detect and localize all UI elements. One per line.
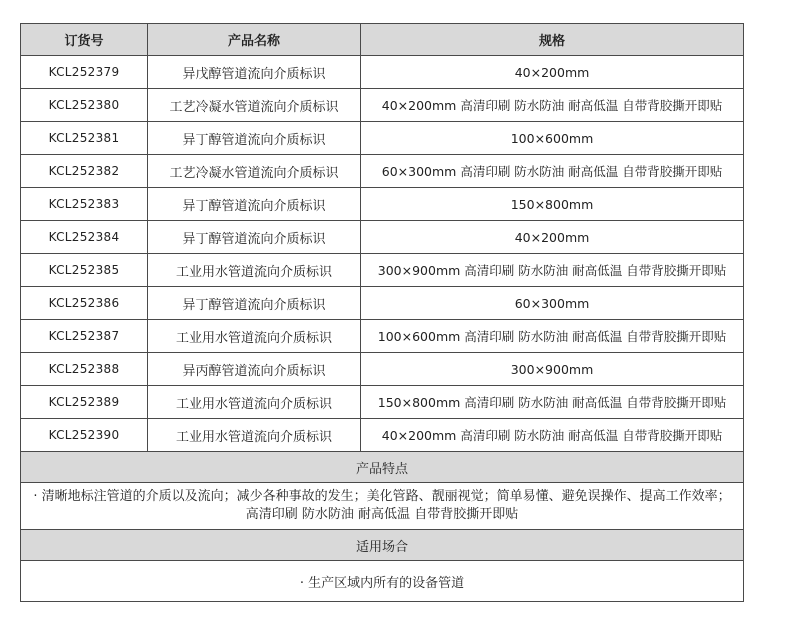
order-code-cell: KCL252389 [21,386,148,419]
product-name-cell: 工业用水管道流向介质标识 [148,254,361,287]
spec-cell: 100×600mm 高清印刷 防水防油 耐高低温 自带背胶撕开即贴 [361,320,744,353]
order-code-cell: KCL252379 [21,56,148,89]
spec-cell: 300×900mm 高清印刷 防水防油 耐高低温 自带背胶撕开即贴 [361,254,744,287]
product-name-cell: 工艺冷凝水管道流向介质标识 [148,155,361,188]
product-name-cell: 工业用水管道流向介质标识 [148,419,361,452]
spec-cell: 100×600mm [361,122,744,155]
table-row [21,155,744,188]
order-code-cell: KCL252381 [21,122,148,155]
order-code-cell: KCL252390 [21,419,148,452]
order-code-cell: KCL252382 [21,155,148,188]
spec-cell: 150×800mm [361,188,744,221]
table-row [21,320,744,353]
spec-cell: 40×200mm 高清印刷 防水防油 耐高低温 自带背胶撕开即贴 [361,89,744,122]
spec-cell: 150×800mm 高清印刷 防水防油 耐高低温 自带背胶撕开即贴 [361,386,744,419]
product-name-cell: 工业用水管道流向介质标识 [148,386,361,419]
product-name-cell: 异丁醇管道流向介质标识 [148,221,361,254]
order-code-cell: KCL252388 [21,353,148,386]
table-row [21,254,744,287]
header-product-name: 产品名称 [148,24,361,56]
usage-title: 适用场合 [21,530,744,561]
table-row [21,89,744,122]
table-row [21,122,744,155]
product-name-cell: 异戊醇管道流向介质标识 [148,56,361,89]
table-row [21,188,744,221]
product-name-cell: 异丁醇管道流向介质标识 [148,287,361,320]
features-header-row [21,452,744,483]
product-spec-table [20,23,744,602]
table-row [21,56,744,89]
product-rows [21,56,744,452]
spec-cell: 60×300mm [361,287,744,320]
order-code-cell: KCL252383 [21,188,148,221]
spec-cell: 40×200mm [361,221,744,254]
order-code-cell: KCL252387 [21,320,148,353]
order-code-cell: KCL252386 [21,287,148,320]
table-row [21,386,744,419]
features-text: · 清晰地标注管道的介质以及流向；减少各种事故的发生；美化管路、靓丽视觉；简单易懂、避免误操作、提高工作效率；高清印刷 防水防油 耐高低温 自带背胶撕开即贴 [21,483,744,530]
header-spec: 规格 [361,24,744,56]
spec-cell: 300×900mm [361,353,744,386]
features-row [21,483,744,530]
product-name-cell: 异丁醇管道流向介质标识 [148,188,361,221]
spec-cell: 60×300mm 高清印刷 防水防油 耐高低温 自带背胶撕开即贴 [361,155,744,188]
features-title: 产品特点 [21,452,744,483]
usage-text: · 生产区域内所有的设备管道 [21,561,744,602]
usage-row [21,561,744,602]
table-row [21,221,744,254]
spec-cell: 40×200mm [361,56,744,89]
product-name-cell: 工业用水管道流向介质标识 [148,320,361,353]
table-row [21,353,744,386]
header-row [21,24,744,56]
header-order-code: 订货号 [21,24,148,56]
order-code-cell: KCL252384 [21,221,148,254]
order-code-cell: KCL252380 [21,89,148,122]
table-row [21,287,744,320]
product-name-cell: 异丁醇管道流向介质标识 [148,122,361,155]
spec-cell: 40×200mm 高清印刷 防水防油 耐高低温 自带背胶撕开即贴 [361,419,744,452]
usage-header-row [21,530,744,561]
product-name-cell: 工艺冷凝水管道流向介质标识 [148,89,361,122]
product-name-cell: 异丙醇管道流向介质标识 [148,353,361,386]
table-row [21,419,744,452]
order-code-cell: KCL252385 [21,254,148,287]
